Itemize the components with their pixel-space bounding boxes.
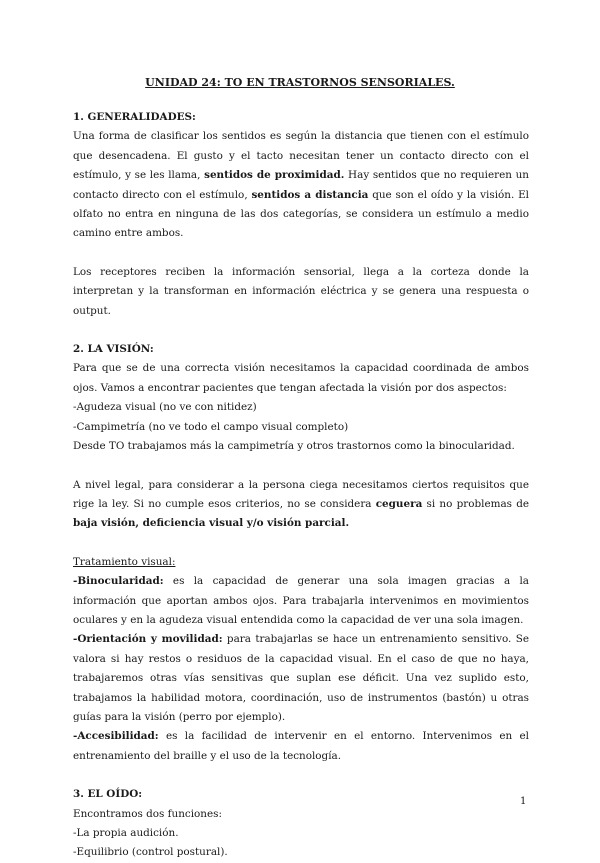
section-1-heading: 1. GENERALIDADES: bbox=[73, 111, 196, 123]
section-3-paragraph-1: Encontramos dos funciones: bbox=[73, 807, 222, 820]
term-orientacion: -Orientación y movilidad: bbox=[73, 633, 223, 646]
list-item: -La propia audición. bbox=[73, 827, 179, 839]
list-item: -Campimetría (no ve todo el campo visual completo) bbox=[73, 420, 349, 433]
document-body bbox=[73, 108, 529, 863]
section-2-heading: 2. LA VISIÓN: bbox=[73, 343, 154, 356]
term-ceguera: ceguera bbox=[375, 497, 423, 510]
treatment-orientacion bbox=[73, 630, 529, 727]
treatment-heading: Tratamiento visual: bbox=[73, 555, 176, 568]
section-1-paragraph-1 bbox=[73, 127, 529, 243]
text-run: es la facilidad de intervenir en el entorno. Intervenimos en el entrenamiento del braille y el uso de la tecnología. bbox=[73, 730, 529, 762]
term-baja-vision: baja visión, deficiencia visual y/o visión parcial. bbox=[73, 517, 350, 530]
text-run: es la capacidad de generar una sola imagen gracias a la información que aportan ambos ojos. Para trabajarla intervenimos en movimientos oculares y en la agudeza visual entendida como la capacidad de ver una sola imagen. bbox=[73, 575, 529, 626]
list-item: -Agudeza visual (no ve con nitidez) bbox=[73, 401, 257, 414]
text-run: Hay sentidos que no requieren un contacto directo con el estímulo, bbox=[73, 169, 529, 201]
page-number: 1 bbox=[520, 796, 527, 807]
term-distancia: sentidos a distancia bbox=[251, 188, 369, 201]
text-run: si no problemas de bbox=[422, 497, 529, 510]
text-run: A nivel legal, para considerar a la persona ciega necesitamos ciertos requisitos que rige la ley. Si no cumple esos criterios, no se considera bbox=[73, 478, 529, 510]
section-2-paragraph-2 bbox=[73, 476, 529, 534]
section-3-heading: 3. EL OÍDO: bbox=[73, 788, 143, 801]
term-proximidad: sentidos de proximidad. bbox=[204, 169, 345, 182]
section-1-paragraph-2: Los receptores reciben la información sensorial, llega a la corteza donde la interpretan y la transforman en información eléctrica y se genera una respuesta o output. bbox=[73, 265, 529, 317]
section-2-note: Desde TO trabajamos más la campimetría y otros trastornos como la binocularidad. bbox=[73, 440, 515, 453]
list-item: -Equilibrio (control postural). bbox=[73, 846, 228, 859]
treatment-accesibilidad bbox=[73, 727, 529, 766]
term-binocularidad: -Binocularidad: bbox=[73, 575, 164, 588]
treatment-binocularidad bbox=[73, 572, 529, 630]
text-run: que son el oído y la visión. El olfato no entra en ninguna de las dos categorías, se considera un estímulo a medio camino entre ambos. bbox=[73, 188, 529, 240]
section-2-paragraph-1: Para que se de una correcta visión necesitamos la capacidad coordinada de ambos ojos. Vamos a encontrar pacientes que tengan afectada la visión por dos aspectos: bbox=[73, 362, 529, 394]
term-accesibilidad: -Accesibilidad: bbox=[73, 730, 159, 743]
document-title: UNIDAD 24: TO EN TRASTORNOS SENSORIALES. bbox=[145, 76, 455, 89]
text-run: Una forma de clasificar los sentidos es según la distancia que tienen con el estímulo que desencadena. El gusto y el tacto necesitan tener un contacto directo con el estímulo, y se les llama, bbox=[73, 130, 529, 182]
text-run: para trabajarlas se hace un entrenamiento sensitivo. Se valora si hay restos o residuos de la capacidad visual. En el caso de que no haya, trabajaremos otras vías sensitivas que suplan ese déficit. Una vez suplido esto, trabajamos la habilidad motora, coordinación, uso de instrumentos (bastón) u otras guías para la visión (perro por ejemplo). bbox=[73, 633, 529, 723]
